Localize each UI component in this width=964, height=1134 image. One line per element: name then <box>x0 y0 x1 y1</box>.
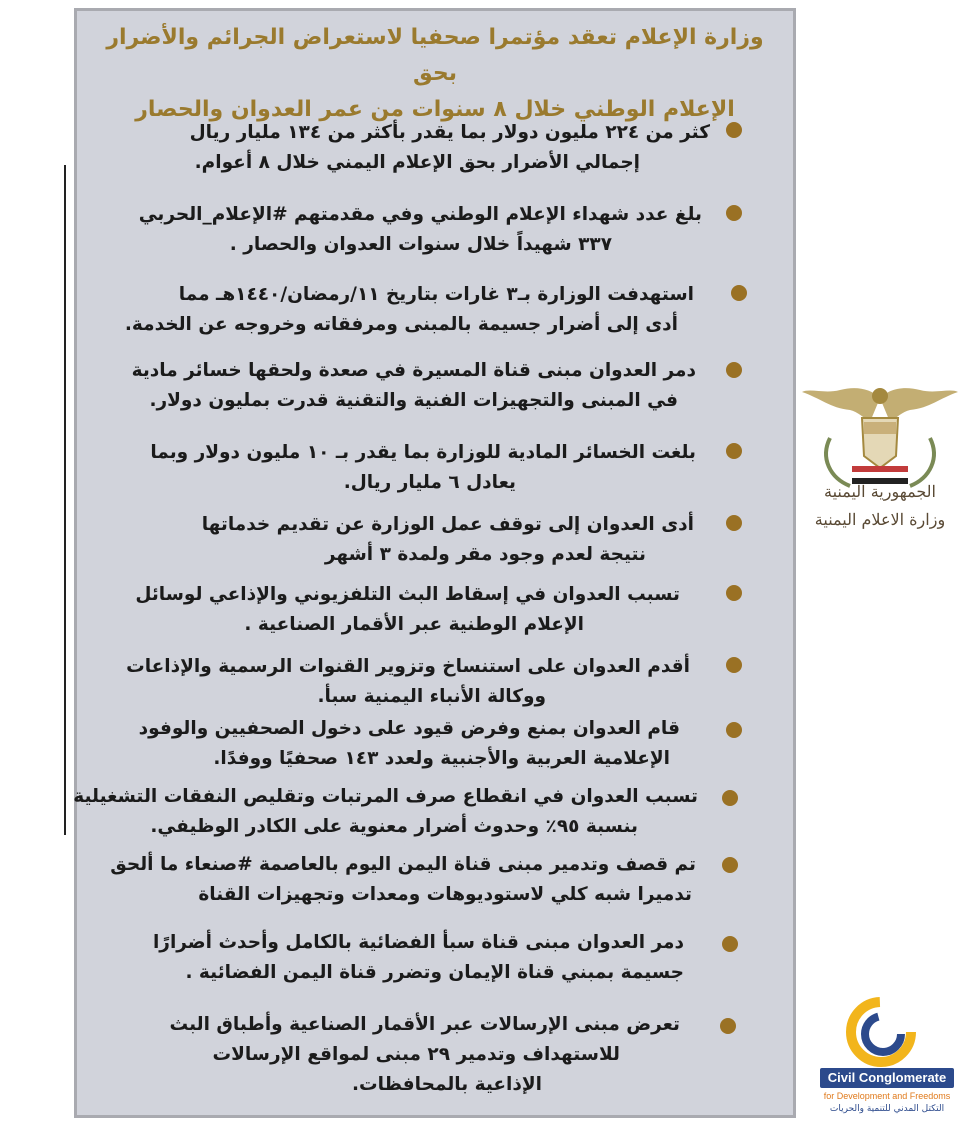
list-item-line: الإعلامية العربية والأجنبية ولعدد ١٤٣ صحفيًا ووفدًا. <box>213 748 670 769</box>
bullet-icon <box>722 936 738 952</box>
list-item-line: أقدم العدوان على استنساخ وتزوير القنوات الرسمية والإذاعات <box>126 656 690 677</box>
list-item-line: أدى العدوان إلى توقف عمل الوزارة عن تقديم خدماتها <box>201 514 694 535</box>
list-item-line: تسبب العدوان في إسقاط البث التلفزيوني والإذاعي لوسائل <box>135 584 680 605</box>
emblem-caption-ministry: وزارة الاعلام اليمنية <box>814 510 946 529</box>
list-item <box>139 200 702 260</box>
bullet-icon <box>726 205 742 221</box>
list-item-line: بلغت الخسائر المادية للوزارة بما يقدر بـ ١٠ مليون دولار وبما <box>150 442 696 463</box>
decorative-vertical-line <box>64 165 66 835</box>
list-item <box>202 510 694 570</box>
list-item <box>139 714 680 774</box>
bullet-icon <box>726 657 742 673</box>
list-item-line: الإذاعية بالمحافظات. <box>351 1074 542 1095</box>
bullet-icon <box>731 285 747 301</box>
bullet-icon <box>726 122 742 138</box>
logo-tagline-en: for Development and Freedoms <box>823 1091 951 1101</box>
list-item-line: للاستهداف وتدمير ٢٩ مبنى لمواقع الإرسالات <box>212 1044 620 1065</box>
list-item-line: تسبب العدوان في انقطاع صرف المرتبات وتقليص النفقات التشغيلية <box>73 786 698 807</box>
list-item <box>126 652 690 712</box>
list-item-line: أدى إلى أضرار جسيمة بالمبنى ومرفقاته وخروجه عن الخدمة. <box>124 314 678 335</box>
bullet-icon <box>720 1018 736 1034</box>
bullet-icon <box>726 362 742 378</box>
bullet-icon <box>722 790 738 806</box>
bullet-icon <box>726 722 742 738</box>
logo-name: Civil Conglomerate <box>820 1068 954 1088</box>
list-item <box>170 1010 681 1100</box>
list-item-line: تم قصف وتدمير مبنى قناة اليمن اليوم بالعاصمة #صنعاء ما ألحق <box>110 854 696 875</box>
logo-tagline-ar: التكتل المدني للتنمية والحريات <box>829 1104 945 1114</box>
list-item-line: جسيمة بمبني قناة الإيمان وتضرر قناة اليمن الفضائية . <box>185 962 684 983</box>
list-item-line: دمر العدوان مبنى قناة المسيرة في صعدة ولحقها خسائر مادية <box>131 360 696 381</box>
list-item-line: بنسبة ٩٥٪ وحدوث أضرار معنوية على الكادر الوظيفي. <box>150 816 638 837</box>
list-item-line: ٣٣٧ شهيداً خلال سنوات العدوان والحصار . <box>229 234 612 255</box>
list-item <box>190 118 710 178</box>
bullet-icon <box>726 585 742 601</box>
list-item-line: استهدفت الوزارة بـ٣ غارات بتاريخ ١١/رمضان/١٤٤٠هـ مما <box>178 284 694 305</box>
headline <box>90 20 780 128</box>
list-item <box>73 782 698 842</box>
list-item-line: نتيجة لعدم وجود مقر ولمدة ٣ أشهر <box>324 544 646 565</box>
list-item <box>125 280 694 340</box>
headline-line-2: الإعلام الوطني خلال ٨ سنوات من عمر العدوان والحصار <box>135 97 735 122</box>
list-item-line: يعادل ٦ مليار ريال. <box>343 472 516 493</box>
list-item-line: كثر من ٢٢٤ مليون دولار بما يقدر بأكثر من ١٣٤ مليار ريال <box>189 122 710 143</box>
list-item <box>132 356 696 416</box>
bullet-icon <box>722 857 738 873</box>
list-item-line: دمر العدوان مبنى قناة سبأ الفضائية بالكامل وأحدث أضرارًا <box>152 932 684 953</box>
list-item <box>135 580 680 640</box>
list-item-line: ووكالة الأنباء اليمنية سبأ. <box>317 686 546 707</box>
bullet-icon <box>726 515 742 531</box>
list-item-line: تدميرا شبه كلي لاستوديوهات ومعدات وتجهيزات القناة <box>198 884 692 905</box>
headline-line-1: وزارة الإعلام تعقد مؤتمرا صحفيا لاستعراض الجرائم والأضرار بحق <box>106 25 764 86</box>
list-item <box>150 438 696 498</box>
list-item-line: الإعلام الوطنية عبر الأقمار الصناعية . <box>244 614 584 635</box>
list-item-line: بلغ عدد شهداء الإعلام الوطني وفي مقدمتهم #الإعلام_الحربي <box>138 204 702 225</box>
list-item-line: قام العدوان بمنع وفرض قيود على دخول الصحفيين والوفود <box>138 718 680 739</box>
list-item-line: إجمالي الأضرار بحق الإعلام اليمني خلال ٨ أعوام. <box>194 152 640 173</box>
bullet-icon <box>726 443 742 459</box>
list-item-line: في المبنى والتجهيزات الفنية والتقنية قدرت بمليون دولار. <box>149 390 678 411</box>
list-item <box>153 928 684 988</box>
list-item <box>110 850 696 910</box>
emblem-caption-country: الجمهورية اليمنية <box>823 482 936 501</box>
list-item-line: تعرض مبنى الإرسالات عبر الأقمار الصناعية وأطباق البث <box>169 1014 680 1035</box>
